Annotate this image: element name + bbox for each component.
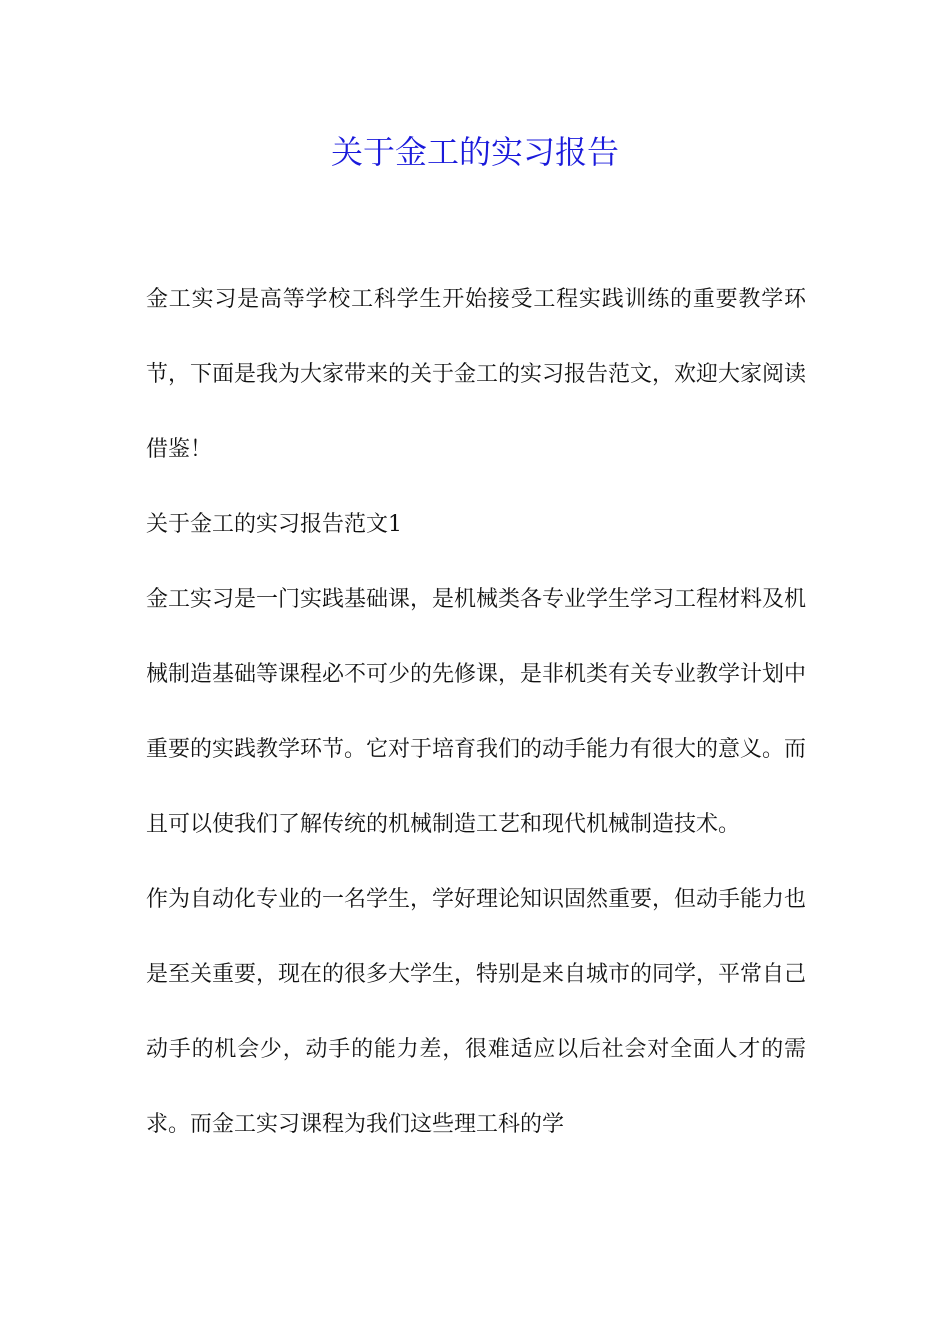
paragraph-2: 作为自动化专业的一名学生，学好理论知识固然重要，但动手能力也是至关重要，现在的很多大学生，特别是来自城市的同学，平常自己动手的机会少，动手的能力差，很难适应以后社会对全面人才的需求。而金工实习课程为我们这些理工科的学 — [146, 887, 807, 1137]
page-title: 关于金工的实习报告 — [330, 133, 619, 171]
document-body — [146, 262, 806, 1162]
paragraph-intro: 金工实习是高等学校工科学生开始接受工程实践训练的重要教学环节，下面是我为大家带来的关于金工的实习报告范文，欢迎大家阅读借鉴！ — [146, 287, 807, 462]
paragraph-1: 金工实习是一门实践基础课，是机械类各专业学生学习工程材料及机械制造基础等课程必不可少的先修课，是非机类有关专业教学计划中重要的实践教学环节。它对于培育我们的动手能力有很大的意义。而且可以使我们了解传统的机械制造工艺和现代机械制造技术。 — [146, 587, 807, 837]
section-heading: 关于金工的实习报告范文1 — [146, 512, 402, 537]
